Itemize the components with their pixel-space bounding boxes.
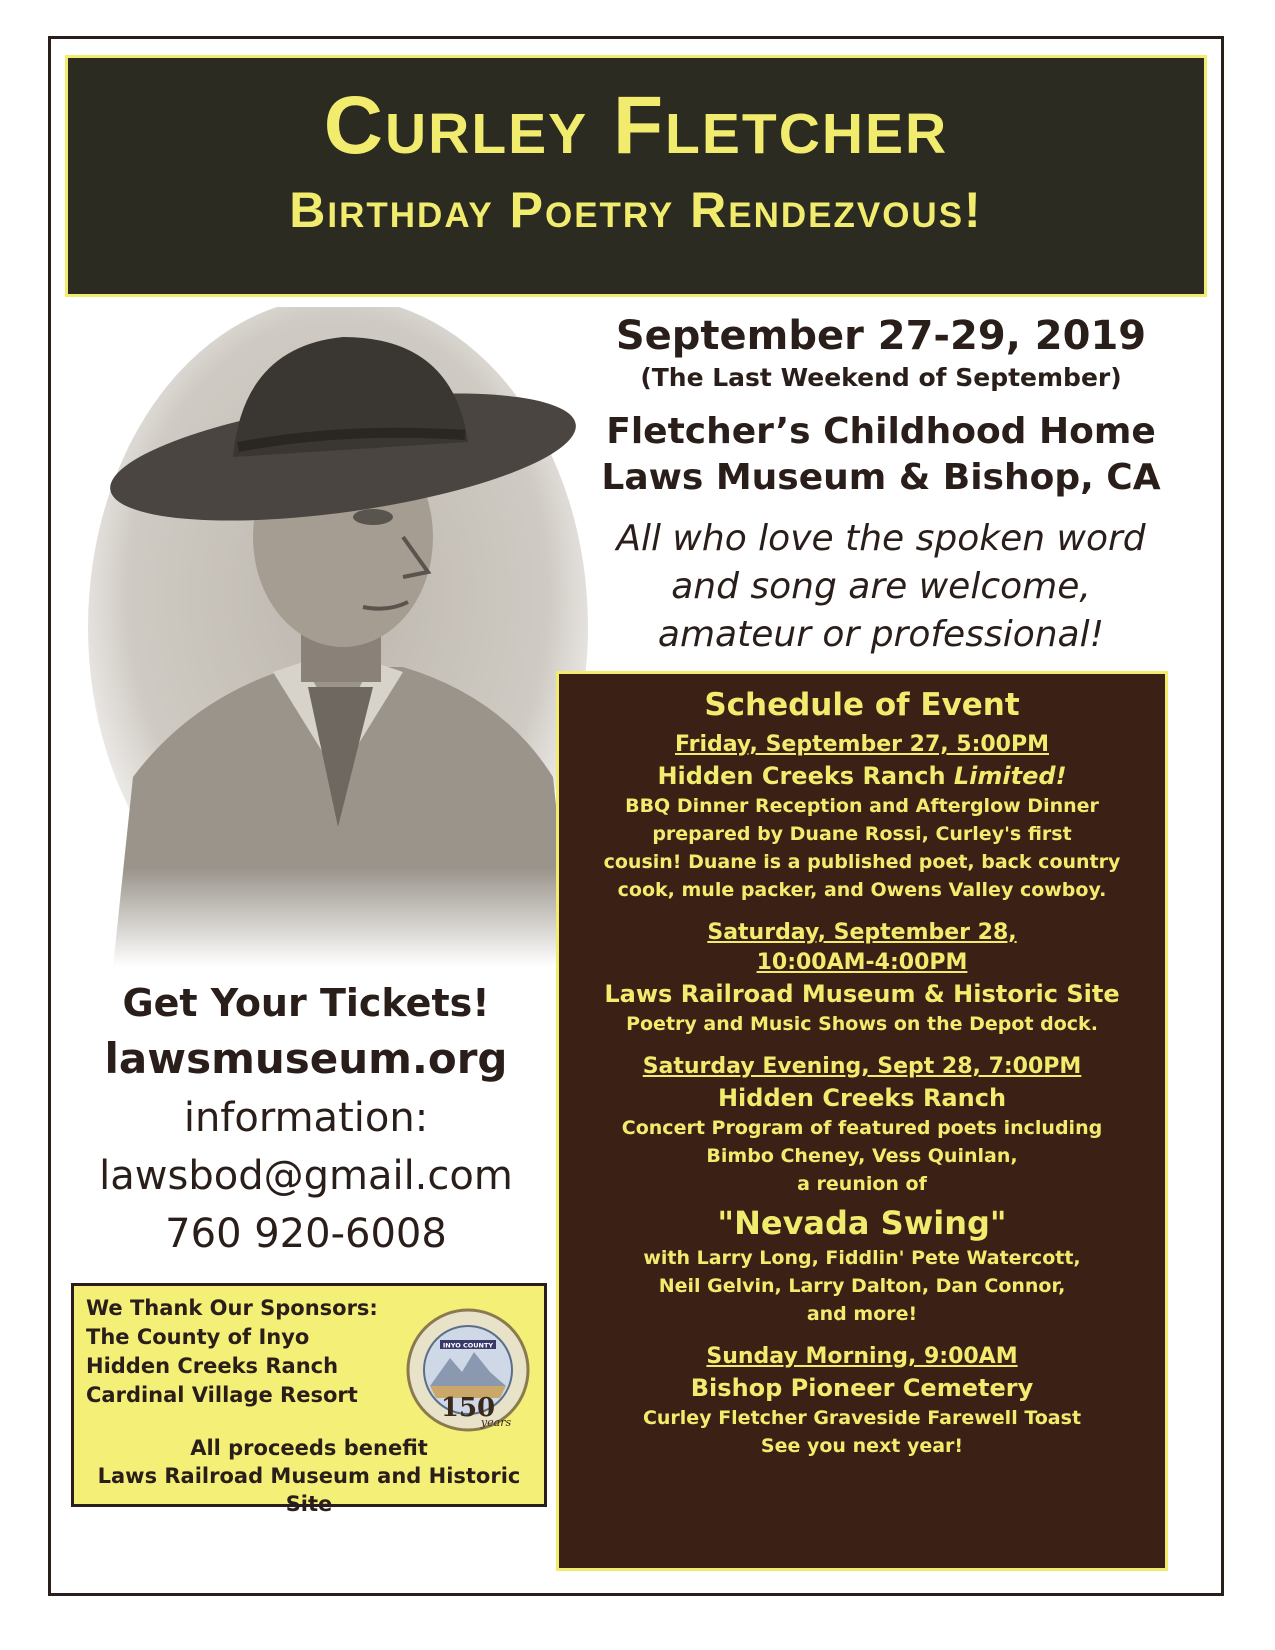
- saturday-desc: Poetry and Music Shows on the Depot dock.: [626, 1013, 1098, 1035]
- poster-subtitle: Birthday Poetry Rendezvous!: [289, 182, 983, 238]
- location-line-2: Laws Museum & Bishop, CA: [601, 457, 1161, 498]
- location-line-1: Fletcher’s Childhood Home: [606, 411, 1156, 452]
- friday-day: Friday, September 27, 5:00PM: [675, 732, 1049, 757]
- schedule-box: [556, 671, 1168, 1571]
- saturday-evening-desc-3: a reunion of: [797, 1173, 927, 1195]
- saturday-evening-venue: Hidden Creeks Ranch: [717, 1084, 1007, 1112]
- sunday-desc-2: See you next year!: [760, 1435, 964, 1457]
- sponsor-3: Cardinal Village Resort: [86, 1383, 358, 1407]
- portrait-photo: [73, 307, 593, 967]
- saturday-evening-desc-2: Bimbo Cheney, Vess Quinlan,: [706, 1145, 1018, 1167]
- sunday-desc-1: Curley Fletcher Graveside Farewell Toast: [642, 1407, 1082, 1429]
- friday-venue-note: Limited!: [953, 762, 1067, 790]
- poster-frame: [48, 36, 1224, 1596]
- sponsors-box: [71, 1283, 547, 1516]
- schedule-heading: Schedule of Event: [704, 687, 1020, 723]
- title-banner: [65, 55, 1207, 297]
- saturday-venue: Laws Railroad Museum & Historic Site: [604, 980, 1120, 1008]
- saturday-day-1: Saturday, September 28,: [707, 920, 1017, 945]
- welcome-line-1: All who love the spoken word: [616, 518, 1146, 559]
- benefit-line-1: All proceeds benefit: [190, 1436, 428, 1460]
- website-link[interactable]: lawsmuseum.org: [104, 1034, 508, 1083]
- seal-number: 150: [440, 1393, 496, 1423]
- welcome-line-2: and song are welcome,: [671, 566, 1091, 607]
- seal-word: years: [480, 1416, 512, 1429]
- event-location: [571, 409, 1191, 501]
- saturday-evening-desc-1: Concert Program of featured poets including: [621, 1117, 1103, 1139]
- sunday-venue: Bishop Pioneer Cemetery: [690, 1374, 1034, 1402]
- email-link[interactable]: lawsbod@gmail.com: [99, 1153, 513, 1199]
- band-name: "Nevada Swing": [717, 1204, 1007, 1242]
- sponsors-heading: We Thank Our Sponsors:: [86, 1296, 378, 1320]
- event-date-note: (The Last Weekend of September): [640, 363, 1122, 392]
- event-date: September 27-29, 2019: [615, 313, 1147, 359]
- friday-desc-2: prepared by Duane Rossi, Curley's first: [652, 823, 1072, 845]
- sponsor-2: Hidden Creeks Ranch: [86, 1354, 339, 1378]
- friday-venue: [559, 760, 1165, 792]
- band-line-1: with Larry Long, Fiddlin' Pete Watercott,: [643, 1247, 1081, 1269]
- inyo-county-seal-icon: [404, 1306, 532, 1434]
- friday-venue-name: Hidden Creeks Ranch: [657, 762, 946, 790]
- band-line-3: and more!: [806, 1303, 918, 1325]
- saturday-evening-day: Saturday Evening, Sept 28, 7:00PM: [642, 1054, 1082, 1079]
- tickets-info: [51, 977, 561, 1263]
- sponsor-list: [86, 1294, 378, 1410]
- welcome-line-3: amateur or professional!: [657, 614, 1105, 655]
- seal-label: INYO COUNTY: [442, 1341, 494, 1350]
- welcome-text: [571, 515, 1191, 659]
- sunday-day: Sunday Morning, 9:00AM: [706, 1344, 1018, 1369]
- event-info: [571, 311, 1191, 659]
- benefit-note: [74, 1434, 544, 1518]
- friday-desc-1: BBQ Dinner Reception and Afterglow Dinner: [625, 795, 1099, 817]
- band-line-2: Neil Gelvin, Larry Dalton, Dan Connor,: [658, 1275, 1066, 1297]
- friday-desc-4: cook, mule packer, and Owens Valley cowboy.: [617, 879, 1107, 901]
- benefit-line-2: Laws Railroad Museum and Historic Site: [97, 1464, 521, 1516]
- sponsor-1: The County of Inyo: [86, 1325, 310, 1349]
- saturday-day-2: 10:00AM-4:00PM: [756, 950, 968, 975]
- phone-number: 760 920-6008: [165, 1211, 447, 1257]
- poster-title: Curley Fletcher: [323, 80, 949, 171]
- friday-desc-3: cousin! Duane is a published poet, back country: [603, 851, 1121, 873]
- info-label: information:: [183, 1095, 429, 1141]
- tickets-heading: Get Your Tickets!: [122, 981, 490, 1025]
